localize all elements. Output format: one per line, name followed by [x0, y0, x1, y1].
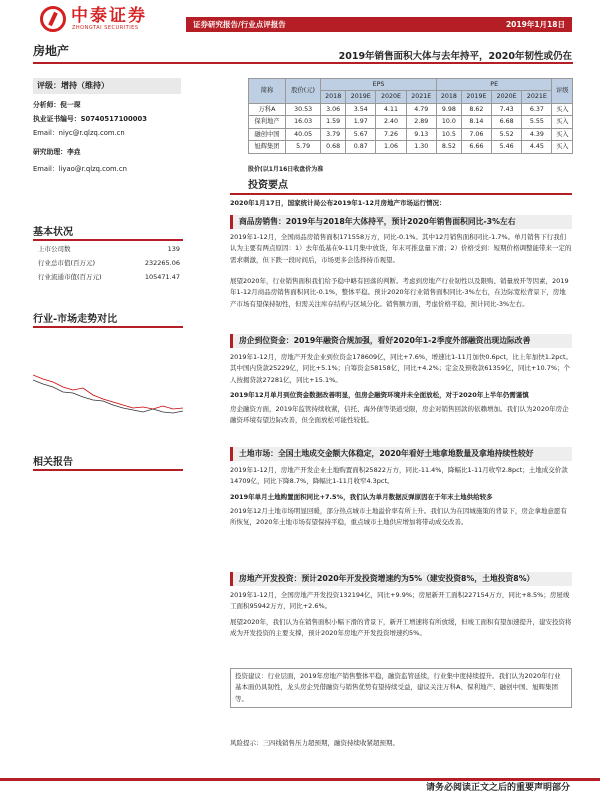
divider — [33, 469, 183, 471]
logo-text: 中泰证券 — [71, 6, 147, 26]
risk-note: 风险提示：三四线销售压力超预期，融资持续收紧超预期。 — [230, 739, 399, 747]
table-row: 行业流通市值(百万元) 105471.47 — [38, 272, 180, 281]
table-row: 上市公司数 139 — [38, 245, 180, 253]
assistant-email[interactable]: Email：liyao@r.qlzq.com.cn — [33, 165, 127, 173]
para-5: 2019年1-12月，房地产开发企业土地购置面积25822万方，同比-11.4%，降幅比1-11月收窄2.8pct；土地成交价款14709亿，同比下降8.7%，降幅比1-11月收窄4.3pct。 — [230, 466, 568, 486]
divider — [230, 193, 572, 195]
footer-slogan: 请务必阅读正文之后的重要声明部分 — [425, 783, 570, 793]
intro: 2020年1月17日，国家统计局公布2019年1-12月房地产市场运行情况： — [230, 199, 446, 207]
table-row: 保利地产 16.03 1.59 1.97 2.40 2.89 10.0 8.14 6.68 5.55 买入 — [249, 116, 573, 128]
related-title: 相关报告 — [33, 457, 73, 468]
para-2: 展望2020年，行业销售面积我们给予稳中略有回落的判断。考虑到房地产行业韧性以及限购、销量放开等因素，2019年1-12月商品房销售面积同比-0.1%，整体平稳。预计2020年行业销售面积同比-3%左右，在边际宽松背景下，房地产市场有望保持韧性，但需关注库存结构与区域分化。销售额方面，考虑价格平稳，预计同比-3%左右。 — [230, 277, 569, 308]
divider — [33, 239, 183, 241]
analyst-email[interactable]: Email：niyc@r.qlzq.com.cn — [33, 129, 125, 137]
para-9: 投资建议：行业层面，2019年房地产销售整体平稳，融资监管延续，行业集中度持续提升。我们认为2020年行业基本面仍具韧性，龙头房企凭借融资与销售优势有望持续受益，建议关注万科A、保利地产、融创中国、旭辉集团等。 — [230, 668, 572, 708]
divider — [0, 778, 600, 781]
section-6: 房地产开发投资：预计2020年开发投资增速约为5%（建安投资8%，土地投资8%） — [230, 572, 572, 586]
report-date: 2019年1月18日 — [505, 20, 565, 29]
table-row: 行业总市值(百万元) 232265.06 — [38, 258, 180, 267]
basic-table — [36, 242, 182, 285]
para-3: 2019年1-12月，房地产开发企业到位资金178609亿，同比+7.6%，增速比1-11月加快0.6pct，比上年加快1.2pct。其中国内贷款25229亿，同比+5.1%；自筹资金58158亿，同比+4.2%；定金及预收款61359亿，同比+10.7%；个人按揭贷款27281亿，同比+15.1%。 — [230, 353, 572, 384]
section-4: 土地市场：全国土地成交金额大体稳定，2020年看好土地拿地数量及拿地持续性较好 — [230, 447, 572, 461]
logo-icon — [40, 6, 66, 32]
report-category: 证券研究报告/行业点评报告 — [193, 20, 286, 29]
section-1: 商品房销售：2019年与2018年大体持平，预计2020年销售面积同比-3%左右 — [230, 215, 572, 229]
divider — [33, 326, 183, 328]
subhead-5: 2019年单月土地购置面积同比+7.5%，我们认为单月数据反弹原因在于年末土地供给较多 — [230, 493, 493, 501]
chart-bg — [33, 335, 185, 433]
analyst-cert: 执业证书编号：S0740517100003 — [33, 115, 147, 123]
table-note: 股价(以1月16日收盘价为准 — [248, 166, 324, 173]
logo-en-text: ZHONGTAI SECURITIES — [72, 25, 139, 31]
footer — [0, 776, 600, 800]
forecast-table: 简称 股价(元) EPS PE 评级 2018 2019E 2020E 2021E 2018 2019E 2020E 2021E 万科A 30.53 3.06 3.54 4.11 4.79 9.98 8.62 7.43 6.37 买入 保利地产 16.03 1.59 1.97 2.40 2.89 10.0 8.14 6.68 5.55 买入 融创中国 40.05 3.79 5.67 7.26 9.13 10.5 7.06 5.52 4.39 买入 旭辉集团 5.79 0.68 0.87 1.06 1.30 8.52 6.66 5.46 4.45 买入 — [248, 78, 573, 154]
assistant-name: 研究助理：李垚 — [33, 148, 81, 156]
category-bar — [186, 17, 572, 32]
trend-chart — [33, 335, 185, 433]
summary-title: 投资要点 — [248, 180, 288, 191]
rating-box: 评级：增持（维持） — [33, 78, 181, 94]
subhead-3: 2019年12月单月到位资金数据改善明显，但房企融资环境并未全面放松，对于2020年上半年仍需谨慎 — [230, 391, 529, 399]
para-7: 2019年1-12月，全国房地产开发投资132194亿，同比+9.9%；房屋新开工面积227154万方，同比+8.5%；房屋竣工面积95942万方，同比+2.6%。 — [230, 591, 570, 611]
para-6: 2019年12月土地市场明显回暖，部分热点城市土地溢价率有所上升。我们认为在因城施策的背景下，房企拿地意愿有所恢复，2020年土地市场有望保持平稳，重点城市土地供应增加将带动成交改善。 — [230, 507, 567, 527]
analyst-name: 分析师：倪一琛 — [33, 101, 81, 109]
basic-title: 基本状况 — [33, 227, 73, 238]
table-row: 融创中国 40.05 3.79 5.67 7.26 9.13 10.5 7.06 5.52 4.39 买入 — [249, 128, 573, 140]
para-4: 房企融资方面，2019年监管持续收紧，信托、海外债等渠道受限，房企对销售回款的依赖增加。我们认为2020年房企融资环境有望边际改善，但全面放松可能性较低。 — [230, 405, 569, 425]
para-1: 2019年1-12月，全国商品房销售面积171558万方，同比-0.1%。其中12月销售面积同比-1.7%。单月销售下行我们认为主要有两点原因：1）去年低基在9-11月集中放货，年末可推盘量下滑；2）价格受到：短期价格调整能带来一定的需求刺激，但下跌一段时间后，市场更多会选择持币观望。 — [230, 233, 572, 264]
trend-title: 行业-市场走势对比 — [33, 314, 118, 325]
headline: 2019年销售面积大体与去年持平，2020年韧性或仍在 — [338, 51, 572, 62]
section-2: 房企到位资金：2019年融资合规加强，看好2020年1-2季度外部融资出现边际改善 — [230, 334, 572, 348]
sector-title: 房地产 — [33, 44, 70, 58]
para-8: 展望2020年，我们认为在销售面积小幅下滑的背景下，新开工增速将有所放缓，但竣工面积有望加速提升，建安投资将成为开发投资的主要支撑，预计2020年房地产开发投资增速约5%。 — [230, 618, 572, 638]
table-row: 万科A 30.53 3.06 3.54 4.11 4.79 9.98 8.62 7.43 6.37 买入 — [249, 103, 573, 115]
table-row: 旭辉集团 5.79 0.68 0.87 1.06 1.30 8.52 6.66 5.46 4.45 买入 — [249, 141, 573, 153]
